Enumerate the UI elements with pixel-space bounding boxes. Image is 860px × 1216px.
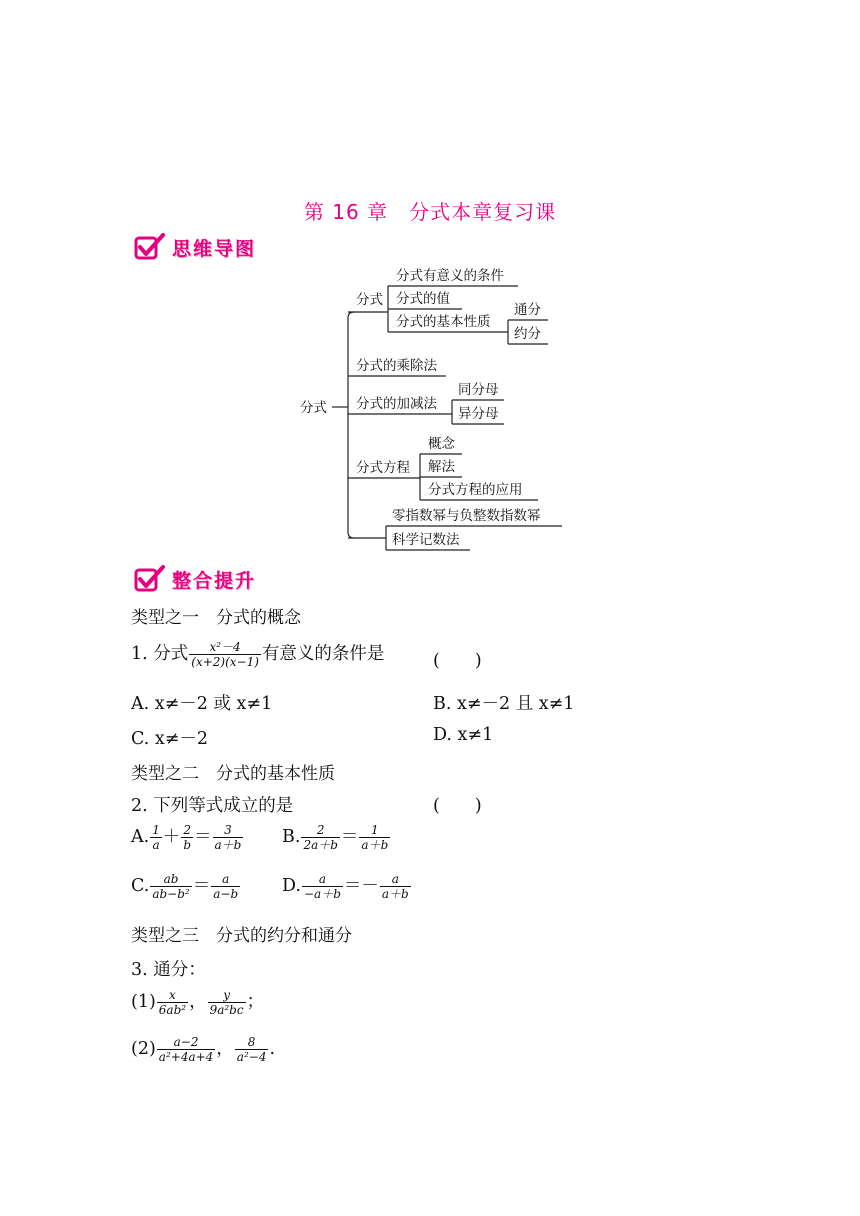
- q3-part-2: [131, 1035, 275, 1064]
- frac-den: 6ab²: [158, 1003, 187, 1017]
- q2-d-label: D.: [282, 876, 301, 896]
- q1-option-b: B. x≠－2 且 x≠1: [433, 694, 575, 714]
- q1-suffix: 有意义的条件是: [261, 644, 385, 664]
- mindmap-b3-child-1: 同分母: [458, 382, 499, 398]
- checkbox-icon: [134, 564, 166, 594]
- fraction: [157, 988, 188, 1017]
- q2-option-c: [131, 872, 241, 901]
- operator: ＝－: [343, 876, 379, 896]
- q2-c-label: C.: [131, 876, 150, 896]
- q2-b-label: B.: [282, 827, 301, 847]
- fraction: [208, 988, 246, 1017]
- operator: ＋: [162, 827, 181, 847]
- fraction: [302, 872, 343, 901]
- punctuation: .: [269, 1039, 276, 1059]
- frac-num: 1: [371, 823, 379, 837]
- fraction: [211, 872, 240, 901]
- frac-num: 1: [152, 823, 160, 837]
- q1-option-d: D. x≠1: [433, 725, 494, 745]
- frac-num: a: [222, 872, 230, 886]
- mindmap-grandchild-1: 通分: [514, 302, 541, 318]
- q1-option-a: A. x≠－2 或 x≠1: [131, 694, 273, 714]
- frac-den: b: [183, 838, 192, 852]
- fraction: [150, 823, 162, 852]
- frac-num: 8: [247, 1035, 256, 1049]
- operator: ＝: [340, 827, 359, 847]
- q2-option-b: [282, 823, 391, 852]
- q2-option-a: [131, 823, 244, 852]
- q1-fraction: [189, 640, 261, 669]
- mindmap-branch-2: 分式的乘除法: [356, 358, 437, 374]
- frac-num: 3: [224, 823, 232, 837]
- mindmap-b3-child-2: 异分母: [458, 406, 499, 422]
- frac-num: 2: [183, 823, 191, 837]
- frac-den: a²−4: [236, 1050, 267, 1064]
- frac-num: y: [223, 988, 230, 1002]
- fraction: [359, 823, 390, 852]
- frac-num: 2: [316, 823, 325, 837]
- punctuation: ；: [246, 992, 265, 1012]
- frac-den: a＋b: [381, 887, 409, 901]
- separator: ，: [189, 992, 207, 1012]
- page-title: 第 16 章 分式本章复习课: [303, 200, 557, 224]
- frac-den: −a＋b: [303, 887, 341, 901]
- q3-stem: 3. 通分：: [131, 960, 206, 980]
- q3-p1-label: (1): [131, 992, 156, 1012]
- q1-answer-paren: ( ): [433, 651, 482, 671]
- mindmap-heading: 思维导图: [172, 237, 257, 260]
- q1-option-c: C. x≠－2: [131, 729, 209, 749]
- q1-frac-num: x²－4: [209, 640, 241, 654]
- mindmap-b1-child-2: 分式的值: [396, 291, 450, 307]
- integration-heading: 整合提升: [172, 569, 257, 592]
- frac-num: a: [318, 872, 327, 886]
- frac-num: ab: [163, 872, 179, 886]
- q2-option-d: [282, 872, 412, 901]
- frac-den: a: [150, 837, 162, 852]
- question-1: [131, 640, 384, 669]
- frac-den: a＋b: [361, 838, 389, 852]
- mindmap-branch-4: 分式方程: [356, 460, 410, 476]
- fraction: [235, 1035, 269, 1064]
- q2-a-label: A.: [131, 827, 150, 847]
- operator: ＝: [192, 876, 211, 896]
- mindmap-b5-child-2: 科学记数法: [392, 532, 460, 548]
- q2-stem: 2. 下列等式成立的是: [131, 796, 294, 816]
- mindmap-b1-child-1: 分式有意义的条件: [396, 268, 504, 284]
- fraction: [181, 823, 193, 852]
- frac-den: ab−b²: [152, 887, 190, 901]
- mindmap-b5-child-1: 零指数幂与负整数指数幂: [392, 508, 541, 524]
- type-2-heading: 类型之二 分式的基本性质: [131, 764, 335, 784]
- q3-p2-label: (2): [131, 1039, 156, 1059]
- fraction: [213, 823, 244, 852]
- frac-den: 9a²bc: [209, 1003, 244, 1017]
- mindmap-b4-child-3: 分式方程的应用: [428, 482, 523, 498]
- frac-den: 2a＋b: [303, 838, 338, 852]
- q1-frac-den: (x+2)(x−1): [191, 655, 259, 669]
- frac-den: a＋b: [214, 838, 242, 852]
- integration-section-header: [134, 562, 256, 596]
- mindmap-b1-child-3: 分式的基本性质: [396, 314, 491, 330]
- q3-part-1: [131, 988, 264, 1017]
- q2-answer-paren: ( ): [433, 796, 482, 816]
- mindmap-b4-child-2: 解法: [428, 459, 455, 475]
- mindmap-root: 分式: [300, 400, 327, 416]
- type-1-heading: 类型之一 分式的概念: [131, 608, 301, 628]
- type-3-heading: 类型之三 分式的约分和通分: [131, 926, 352, 946]
- mindmap-branch-1: 分式: [356, 292, 383, 308]
- fraction: [380, 872, 411, 901]
- separator: ，: [216, 1039, 234, 1059]
- mindmap-grandchild-2: 约分: [514, 326, 541, 342]
- mind-map: [0, 0, 860, 560]
- fraction: [301, 823, 339, 852]
- fraction: [157, 1035, 216, 1064]
- q1-prefix: 1. 分式: [131, 644, 189, 664]
- mindmap-b4-child-1: 概念: [428, 436, 455, 452]
- fraction: [150, 872, 191, 901]
- frac-num: a: [391, 872, 399, 886]
- frac-den: a²+4a+4: [158, 1050, 214, 1064]
- frac-num: a−2: [173, 1035, 199, 1049]
- operator: ＝: [194, 827, 212, 847]
- frac-num: x: [169, 988, 176, 1002]
- mindmap-branch-3: 分式的加减法: [356, 396, 437, 412]
- frac-den: a−b: [213, 887, 239, 901]
